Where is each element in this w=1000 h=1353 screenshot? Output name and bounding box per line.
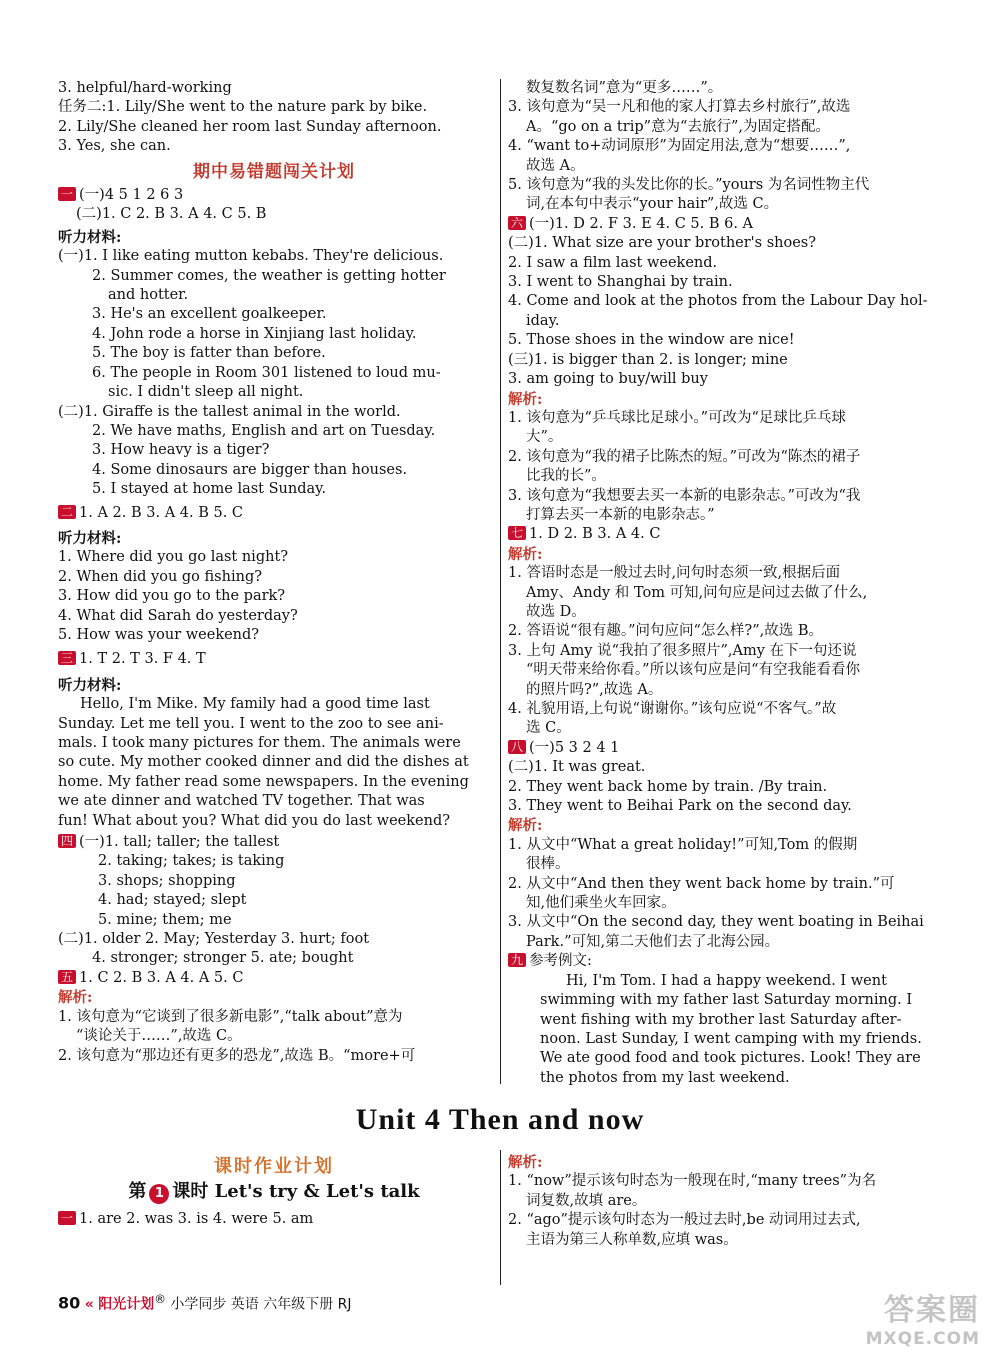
text-line: 5. 该句意为“我的头发比你的长。”yours 为名词性物主代: [508, 177, 870, 194]
text-line: 1. Where did you go last night?: [58, 549, 289, 566]
text-line: and hotter.: [108, 287, 189, 304]
bottom-right-section: [508, 1153, 936, 1250]
text-line: 1. 该句意为“乒乓球比足球小。”可改为“足球比乒乓球: [508, 409, 846, 426]
essay-line: noon. Last Sunday, I went camping with my friends.: [540, 1030, 922, 1047]
text-line: 3. How did you go to the park?: [58, 588, 286, 605]
question-badge: 五: [58, 970, 76, 984]
answer-line: iday.: [526, 312, 560, 329]
answer-line: 3. I went to Shanghai by train.: [508, 274, 733, 291]
text-line: 2. 从文中“And then they went back home by train.”可: [508, 875, 895, 892]
text-line: 4. Some dinosaurs are bigger than houses.: [92, 461, 408, 478]
question-badge: 一: [58, 1211, 76, 1225]
text-line: 4. John rode a horse in Xinjiang last holiday.: [92, 325, 417, 342]
text-line: we ate dinner and watched TV together. That was: [58, 793, 425, 810]
text-line: “明天带来给你看。”所以该句应是问“有空我能看看你: [526, 662, 860, 679]
bottom-left-section: [58, 1157, 490, 1230]
question-badge: 二: [58, 505, 76, 519]
text-line: 比我的长”。: [526, 468, 606, 485]
text-line: 2. 该句意为“那边还有更多的恐龙”,故选 B。“more+可: [58, 1047, 416, 1064]
text-line: (一)1. I like eating mutton kebabs. They're delicious.: [58, 248, 444, 265]
essay-line: Hi, I'm Tom. I had a happy weekend. I went: [566, 972, 887, 989]
text-line: 1. 从文中“What a great holiday!”可知,Tom 的假期: [508, 836, 858, 853]
lesson-number: 1: [149, 1184, 169, 1204]
material-label: 听力材料:: [58, 529, 122, 547]
watermark-logo: [810, 1285, 980, 1349]
text-line: home. My father read some newspapers. In the evening: [58, 773, 469, 790]
answer-line: 3. am going to buy/will buy: [508, 371, 708, 388]
lesson-prefix: 第: [128, 1181, 147, 1203]
text-line: 4. 礼貌用语,上句说“谢谢你。”该句应说“不客气。”故: [508, 701, 837, 717]
text-line: 大”。: [526, 429, 563, 446]
text-line: fun! What about you? What did you do last weekend?: [58, 812, 450, 829]
text-line: 1. “now”提示该句时态为一般现在时,“many trees”为名: [508, 1173, 877, 1190]
answer-line: (二)1. older 2. May; Yesterday 3. hurt; foot: [58, 931, 370, 948]
text-line: 4. “want to+动词原形”为固定用法,意为“想要……”,: [508, 138, 851, 155]
text-line: 2. We have maths, English and art on Tuesday.: [92, 422, 436, 439]
text-line: 故选 A。: [526, 157, 585, 174]
brand-name: 阳光计划: [98, 1296, 155, 1313]
text-line: 任务二:1. Lily/She went to the nature park by bike.: [58, 99, 428, 116]
answer-line: 1. D 2. B 3. A 4. C: [529, 526, 661, 543]
answer-line: (二)1. It was great.: [508, 759, 646, 776]
unit-title: Unit 4 Then and now: [355, 1103, 645, 1136]
text-line: (二)1. Giraffe is the tallest animal in the world.: [58, 403, 401, 420]
text-line: 2. 答语说“很有趣。”问句应问“怎么样?”,故选 B。: [508, 623, 823, 640]
answer-line: 4. Come and look at the photos from the Labour Day hol-: [508, 293, 928, 310]
answer-line: 4. had; stayed; slept: [98, 892, 247, 909]
answer-line: (一)1. D 2. F 3. E 4. C 5. B 6. A: [529, 215, 754, 232]
text-line: 词,在本句中表示“your hair”,故选 C。: [526, 196, 779, 213]
lesson-title: [58, 1182, 490, 1204]
question-badge: 三: [58, 651, 76, 665]
text-line: 词复数,故填 are。: [526, 1192, 647, 1209]
watermark-text: 答案圈: [884, 1293, 980, 1328]
footer-text: 小学同步 英语 六年级下册 RJ: [165, 1296, 352, 1313]
answer-line: 1. A 2. B 3. A 4. B 5. C: [79, 504, 244, 521]
text-line: 1. 答语时态是一般过去时,问句时态须一致,根据后面: [508, 565, 841, 582]
watermark-url: MXQE.COM: [865, 1329, 980, 1349]
analysis-label: 解析:: [508, 1154, 543, 1171]
text-line: 2. “ago”提示该句时态为一般过去时,be 动词用过去式,: [508, 1212, 861, 1229]
answer-line: (二)1. C 2. B 3. A 4. C 5. B: [76, 206, 267, 223]
text-line: Hello, I'm Mike. My family had a good time last: [80, 696, 430, 713]
text-line: so cute. My mother cooked dinner and did the dishes at: [58, 754, 469, 771]
question-badge: 六: [508, 216, 526, 230]
question-badge: 一: [58, 187, 76, 201]
text-line: 3. 从文中“On the second day, they went boating in Beihai: [508, 914, 924, 931]
question-badge: 七: [508, 526, 526, 540]
answer-line: (一)1. tall; taller; the tallest: [79, 834, 280, 851]
text-line: 3. 该句意为“我想要去买一本新的电影杂志。”可改为“我: [508, 487, 861, 504]
text-line: 6. The people in Room 301 listened to loud mu-: [92, 364, 441, 381]
answer-line: (二)1. What size are your brother's shoes?: [508, 235, 817, 252]
essay-line: We ate good food and took pictures. Look! They are: [540, 1050, 921, 1067]
text-line: “谈论关于……”,故选 C。: [76, 1028, 242, 1045]
text-line: mals. I took many pictures for them. The animals were: [58, 735, 461, 751]
text-line: 4. What did Sarah do yesterday?: [58, 607, 298, 624]
right-column: [508, 79, 936, 1088]
answer-line: 5. mine; them; me: [98, 911, 232, 928]
essay-line: swimming with my father last Saturday morning. I: [540, 992, 913, 1009]
registered-mark: ®: [154, 1292, 166, 1306]
essay-line: the photos from my last weekend.: [540, 1069, 790, 1086]
text-line: 3. He's an excellent goalkeeper.: [92, 306, 327, 323]
answer-line: 1. C 2. B 3. A 4. A 5. C: [79, 969, 244, 986]
answer-line: 3. They went to Beihai Park on the second day.: [508, 798, 852, 815]
text-line: 故选 D。: [526, 603, 586, 620]
text-line: 2. When did you go fishing?: [58, 568, 262, 585]
text-line: Park.”可知,第二天他们去了北海公园。: [526, 933, 780, 950]
answer-line: 1. T 2. T 3. F 4. T: [79, 651, 206, 668]
material-label: 听力材料:: [58, 228, 122, 246]
text-line: 3. 该句意为“吴一凡和他的家人打算去乡村旅行”,故选: [508, 99, 851, 116]
text-line: 的照片吗?”,故选 A。: [526, 681, 663, 698]
text-line: 3. 上句 Amy 说“我拍了很多照片”,Amy 在下一句还说: [508, 642, 857, 659]
answer-line: 2. They went back home by train. /By train.: [508, 778, 828, 795]
text-line: 选 C。: [526, 720, 571, 737]
answer-line: 1. are 2. was 3. is 4. were 5. am: [79, 1211, 314, 1228]
column-divider: [500, 1150, 501, 1285]
text-line: 2. Lily/She cleaned her room last Sunday afternoon.: [58, 118, 442, 135]
text-line: 1. 该句意为“它谈到了很多新电影”,“talk about”意为: [58, 1008, 403, 1025]
answer-line: 4. stronger; stronger 5. ate; bought: [92, 950, 354, 967]
text-line: A。“go on a trip”意为“去旅行”,为固定搭配。: [526, 118, 830, 135]
text-line: 3. How heavy is a tiger?: [92, 442, 270, 459]
analysis-label: 解析:: [58, 989, 93, 1007]
page-number: 80: [58, 1293, 81, 1313]
material-label: 听力材料:: [58, 676, 122, 694]
text-line: 5. The boy is fatter than before.: [92, 345, 326, 362]
text-line: Amy、Andy 和 Tom 可知,问句应是问过去做了什么,: [526, 584, 868, 601]
section-title: 期中易错题闯关计划: [193, 161, 355, 182]
text-line: 数复数名词”意为“更多……”。: [526, 80, 723, 96]
subsection-title: 课时作业计划: [214, 1156, 334, 1177]
text-line: 3. helpful/hard-working: [58, 80, 232, 96]
left-column: [58, 79, 490, 1066]
text-line: 主语为第三人称单数,应填 was。: [526, 1231, 738, 1248]
text-line: 2. 该句意为“我的裙子比陈杰的短。”可改为“陈杰的裙子: [508, 448, 861, 465]
essay-line: went fishing with my brother last Saturday after-: [540, 1011, 902, 1028]
answer-line: 5. Those shoes in the window are nice!: [508, 332, 795, 349]
question-badge: 四: [58, 834, 76, 848]
analysis-label: 解析:: [508, 545, 543, 563]
text-line: 打算去买一本新的电影杂志。”: [526, 506, 715, 523]
text-line: 3. Yes, she can.: [58, 138, 171, 155]
analysis-label: 解析:: [508, 817, 543, 835]
text-line: 5. I stayed at home last Sunday.: [92, 481, 327, 498]
page-footer: [58, 1292, 352, 1314]
text-line: 5. How was your weekend?: [58, 626, 260, 643]
answer-line: (三)1. is bigger than 2. is longer; mine: [508, 351, 788, 368]
answer-line: 2. I saw a film last weekend.: [508, 254, 718, 271]
text-line: 很棒。: [526, 856, 570, 873]
text-line: sic. I didn't sleep all night.: [108, 384, 304, 401]
text-line: 知,他们乘坐火车回家。: [526, 895, 676, 912]
analysis-label: 解析:: [508, 390, 543, 408]
answer-line: (一)5 3 2 4 1: [529, 739, 620, 756]
answer-line: (一)4 5 1 2 6 3: [79, 187, 184, 204]
question-badge: 八: [508, 740, 526, 754]
answer-line: 3. shops; shopping: [98, 872, 236, 889]
text-line: Sunday. Let me tell you. I went to the zoo to see ani-: [58, 715, 444, 732]
column-divider: [500, 79, 501, 1084]
essay-label: 参考例文:: [529, 953, 592, 970]
text-line: 2. Summer comes, the weather is getting hotter: [92, 267, 446, 284]
answer-line: 2. taking; takes; is taking: [98, 853, 285, 870]
chevron-icon: «: [84, 1296, 94, 1313]
question-badge: 九: [508, 953, 526, 967]
lesson-suffix: 课时 Let's try & Let's talk: [172, 1181, 420, 1203]
